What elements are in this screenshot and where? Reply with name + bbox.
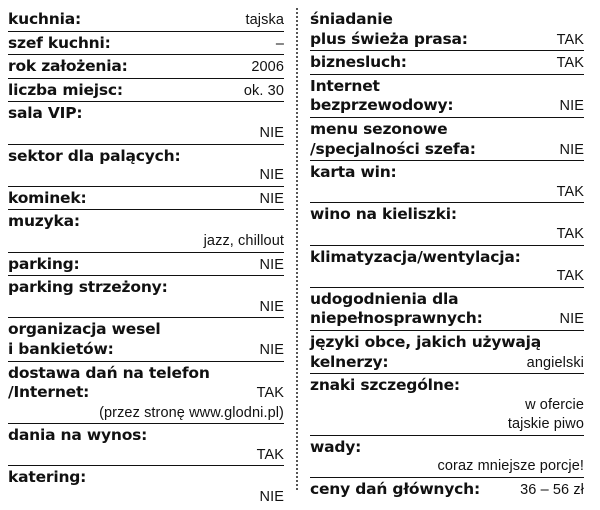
field-label: i bankietów: [8, 339, 114, 358]
field-label: katering: [8, 468, 87, 487]
entry-row [310, 96, 584, 117]
field-value: NIE [559, 98, 584, 115]
field-value: NIE [259, 124, 284, 141]
entry-row [310, 333, 584, 353]
entry-value-row [8, 232, 284, 252]
field-value: angielski [526, 354, 584, 371]
entry-row [310, 290, 584, 310]
entry-row [8, 10, 284, 31]
field-label: /specjalności szefa: [310, 139, 476, 158]
entry-row [8, 340, 284, 361]
entry-internet-bezprzewodowy [310, 77, 584, 118]
field-label: kelnerzy: [310, 352, 389, 371]
field-value: NIE [259, 298, 284, 315]
entry-row [310, 309, 584, 330]
field-value: TAK [556, 225, 584, 242]
entry-row [8, 57, 284, 78]
field-label: wady: [310, 437, 362, 456]
field-label: /Internet: [8, 383, 90, 402]
entry-row [310, 376, 584, 396]
entry-szef-kuchni [8, 34, 284, 56]
entry-row [8, 34, 284, 55]
field-label: Internet [310, 76, 380, 95]
entry-biznesluch [310, 53, 584, 75]
entry-parking-strzezony [8, 278, 284, 318]
entry-muzyka [8, 212, 284, 252]
entry-row [8, 383, 284, 404]
entry-value-row [310, 267, 584, 287]
column-divider [296, 8, 298, 490]
entry-karta-win [310, 163, 584, 203]
entry-value-row [8, 446, 284, 466]
entry-row [8, 147, 284, 167]
field-label: organizacja wesel [8, 320, 161, 339]
field-label: rok założenia: [8, 57, 128, 76]
field-value: NIE [259, 167, 284, 184]
left-column [8, 10, 284, 510]
field-value: NIE [259, 256, 284, 273]
field-value: w ofercie [525, 396, 584, 413]
entry-value-row [8, 124, 284, 144]
field-value: TAK [556, 183, 584, 200]
entry-row [8, 278, 284, 298]
entry-row [310, 10, 584, 30]
entry-znaki-szczegolne [310, 376, 584, 436]
field-label: liczba miejsc: [8, 80, 123, 99]
entry-sektor-dla-palacych [8, 147, 284, 187]
entry-klimatyzacja-wentylacja [310, 248, 584, 288]
entry-jezyki-obce-jakich-uzywaja-kelnerzy [310, 333, 584, 374]
entry-parking [8, 255, 284, 277]
entry-udogodnienia-dla-niepelnosprawnych [310, 290, 584, 331]
entry-row [8, 320, 284, 340]
field-value: jazz, chillout [203, 232, 284, 249]
field-value: TAK [556, 55, 584, 72]
entry-row [8, 212, 284, 232]
entry-rok-zalozenia [8, 57, 284, 79]
entry-row [310, 140, 584, 161]
field-label: parking: [8, 254, 80, 273]
field-value: NIE [259, 489, 284, 506]
entry-organizacja-wesel-i-bankietow [8, 320, 284, 361]
field-value: (przez stronę www.glodni.pl) [99, 404, 284, 421]
entry-row [310, 353, 584, 374]
field-value: NIE [259, 190, 284, 207]
entry-katering [8, 468, 284, 507]
entry-row [310, 438, 584, 458]
entry-wady [310, 438, 584, 478]
field-value: 2006 [251, 59, 284, 76]
entry-row [8, 255, 284, 276]
entry-value-row [310, 396, 584, 416]
entry-sniadanie-plus-swieza-prasa [310, 10, 584, 51]
entry-kominek [8, 189, 284, 211]
entry-row [8, 364, 284, 384]
field-label: szef kuchni: [8, 33, 111, 52]
field-label: udogodnienia dla [310, 289, 459, 308]
entry-dostawa-dan-na-telefon-internet [8, 364, 284, 425]
entry-value-row [310, 415, 584, 435]
field-value: 36 – 56 zł [520, 482, 584, 499]
field-label: ceny dań głównych: [310, 480, 480, 499]
field-value: NIE [259, 341, 284, 358]
entry-row [310, 77, 584, 97]
field-label: sala VIP: [8, 104, 83, 123]
field-label: muzyka: [8, 212, 80, 231]
entry-row [8, 468, 284, 488]
entry-menu-sezonowe-specjalnosci-szefa [310, 120, 584, 161]
field-value: TAK [556, 31, 584, 48]
entry-value-row [310, 183, 584, 203]
entry-value-row [8, 298, 284, 318]
field-label: menu sezonowe [310, 119, 448, 138]
entry-wino-na-kieliszki [310, 205, 584, 245]
entry-value-row [310, 457, 584, 477]
field-value: coraz mniejsze porcje! [437, 458, 584, 475]
field-label: śniadanie [310, 10, 393, 28]
entry-value-row [310, 225, 584, 245]
field-value: ok. 30 [243, 82, 284, 99]
field-label: biznesluch: [310, 53, 407, 72]
entry-row [310, 53, 584, 74]
entry-value-row [8, 166, 284, 186]
field-label: bezprzewodowy: [310, 96, 454, 115]
field-label: języki obce, jakich używają [310, 332, 542, 351]
entry-row [310, 120, 584, 140]
field-value: NIE [559, 311, 584, 328]
field-label: znaki szczególne: [310, 376, 460, 395]
field-value: tajska [245, 12, 284, 28]
entry-row [8, 426, 284, 446]
field-value: TAK [256, 446, 284, 463]
field-label: kominek: [8, 188, 87, 207]
field-label: dostawa dań na telefon [8, 363, 210, 382]
entry-row [8, 189, 284, 210]
entry-sala-vip [8, 104, 284, 144]
entry-row [310, 248, 584, 268]
field-value: TAK [556, 268, 584, 285]
field-value: – [275, 35, 284, 52]
entry-dania-na-wynos [8, 426, 284, 466]
field-label: sektor dla palących: [8, 146, 181, 165]
entry-row [310, 205, 584, 225]
right-column [310, 10, 584, 503]
field-value: NIE [559, 141, 584, 158]
field-label: dania na wynos: [8, 426, 148, 445]
entry-row [310, 30, 584, 51]
field-value: TAK [256, 385, 284, 402]
field-label: kuchnia: [8, 10, 81, 28]
field-label: parking strzeżony: [8, 278, 168, 297]
entry-liczba-miejsc [8, 81, 284, 103]
field-label: wino na kieliszki: [310, 205, 457, 224]
field-label: plus świeża prasa: [310, 29, 468, 48]
entry-row [8, 81, 284, 102]
entry-row [8, 104, 284, 124]
field-label: niepełnosprawnych: [310, 309, 483, 328]
field-value: tajskie piwo [507, 416, 584, 433]
entry-row [310, 163, 584, 183]
entry-kuchnia [8, 10, 284, 32]
entry-value-row [8, 404, 284, 424]
field-label: karta win: [310, 163, 397, 182]
field-label: klimatyzacja/wentylacja: [310, 247, 521, 266]
